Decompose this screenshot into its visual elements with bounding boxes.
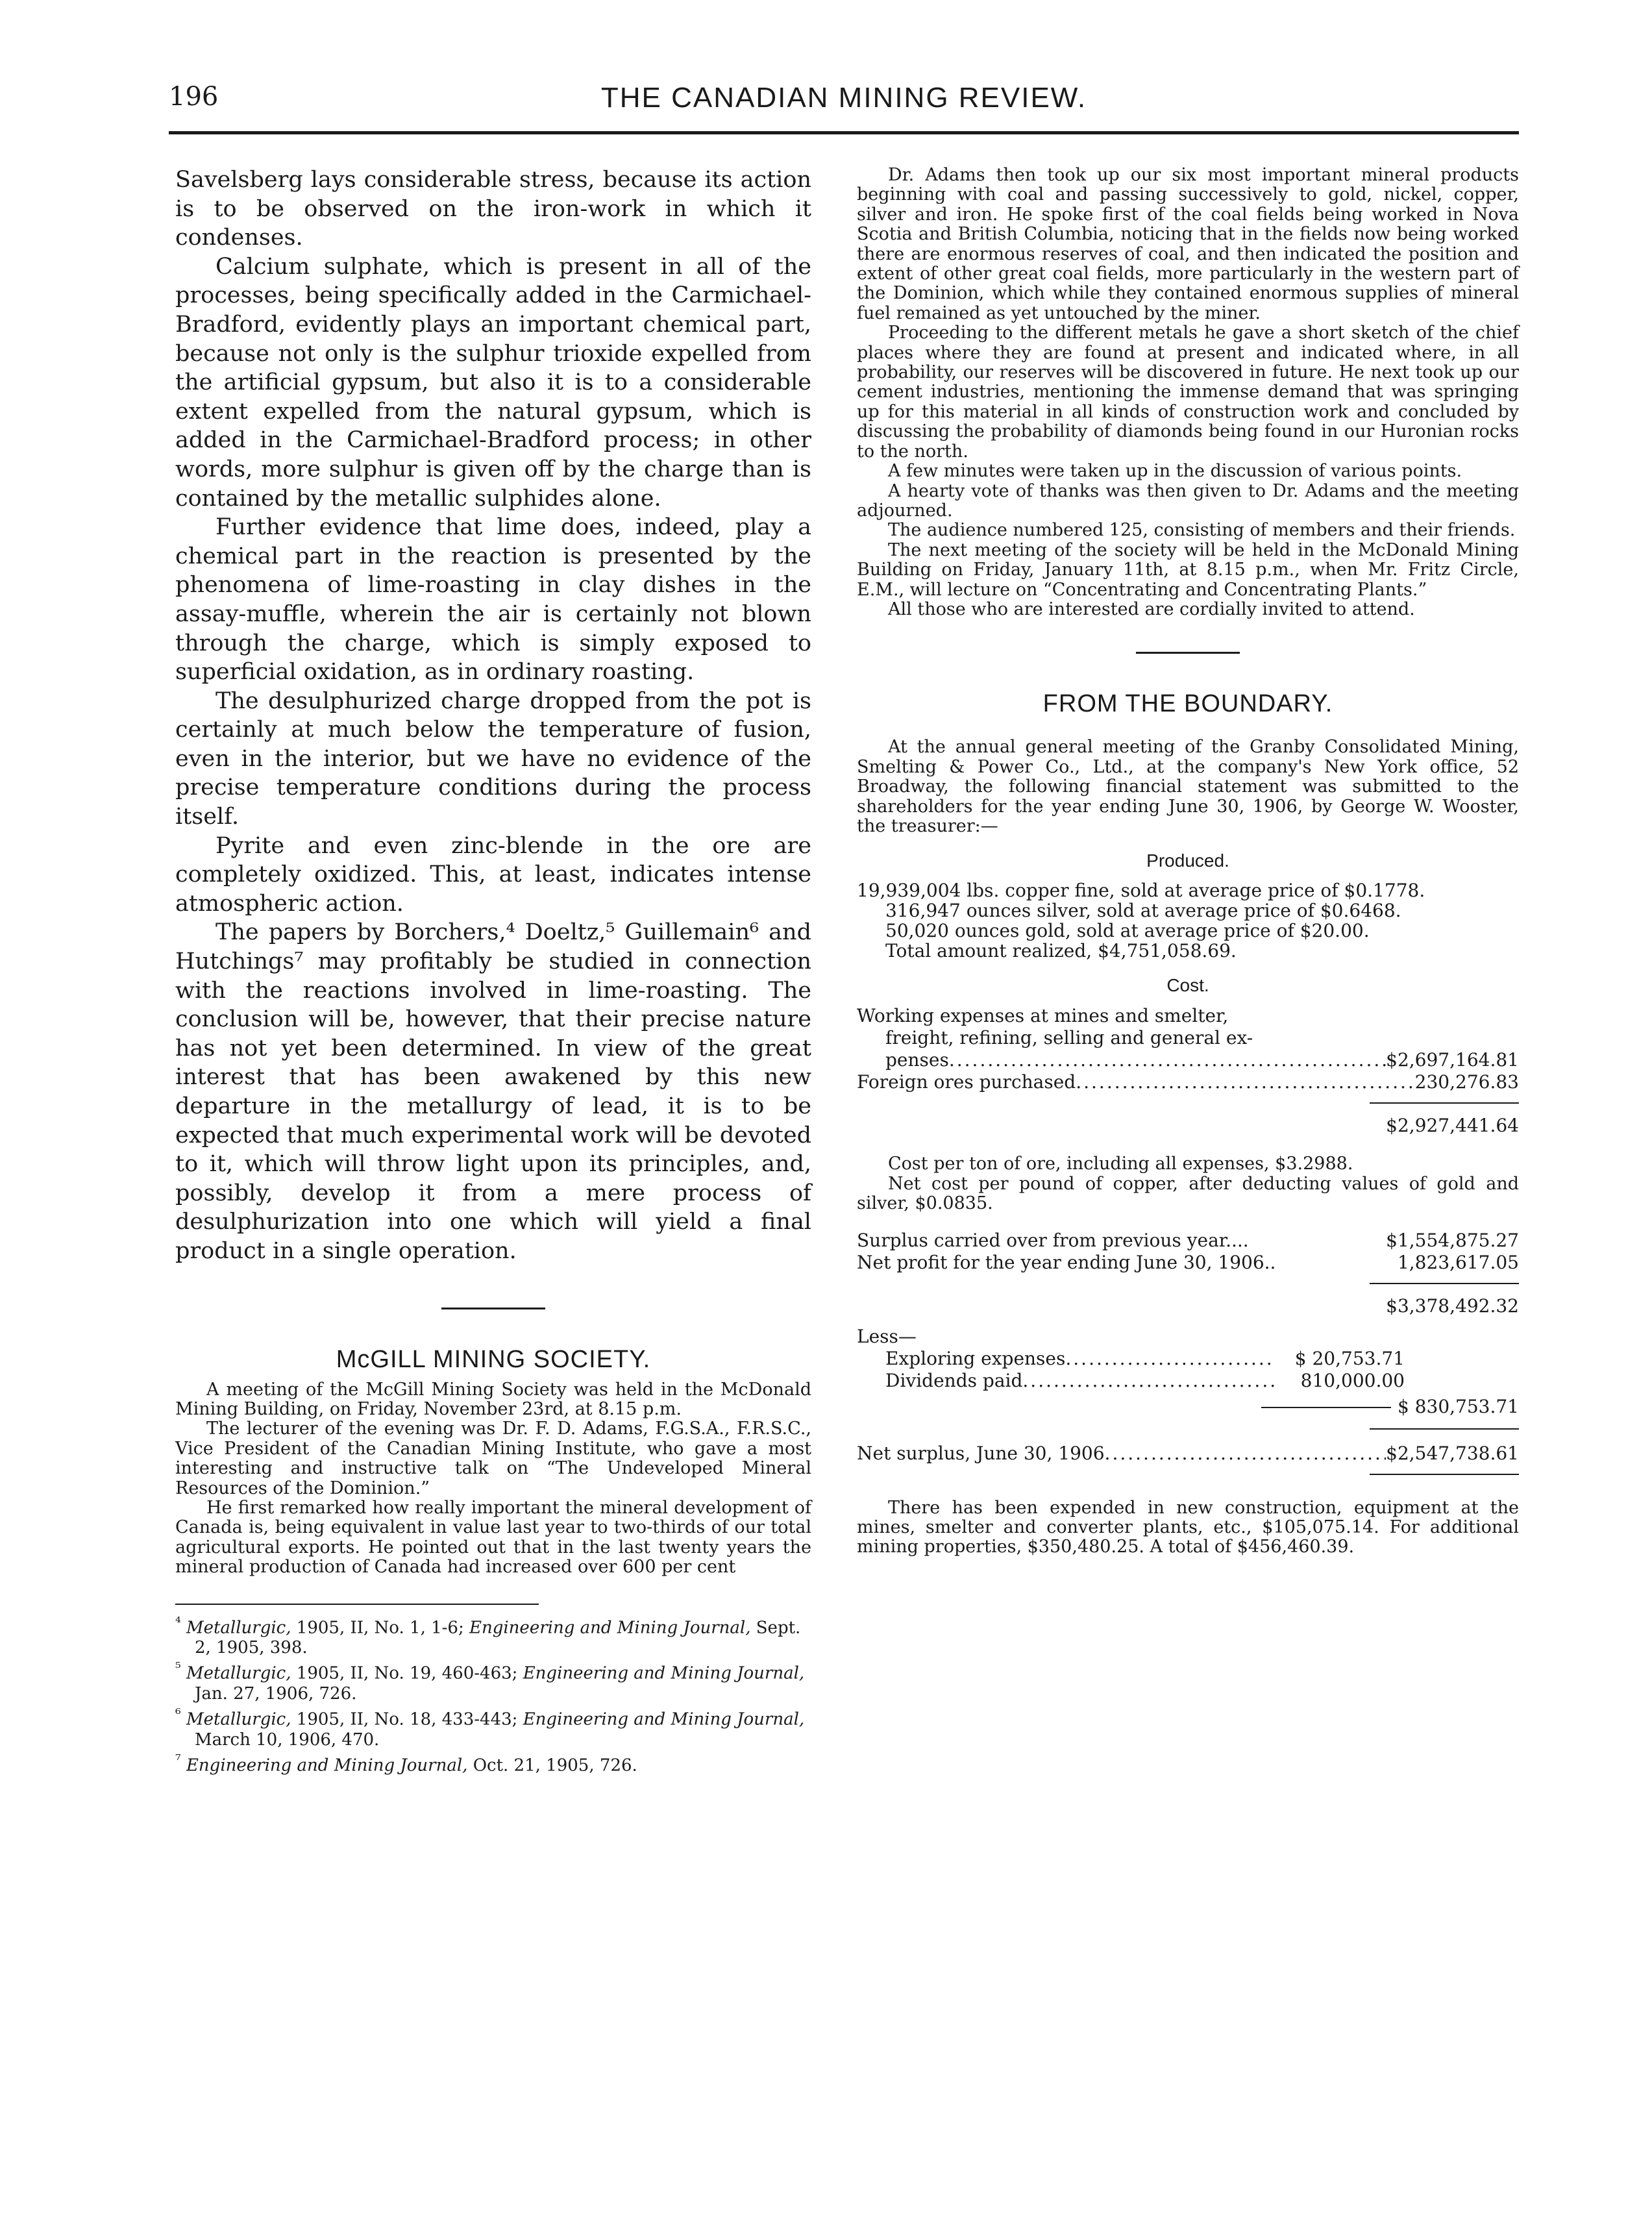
leader-dots: [1065, 1348, 1275, 1370]
footnote-source: Metallurgic,: [186, 1618, 291, 1638]
footnote-source: Engineering and Mining Journal,: [523, 1663, 805, 1683]
mcgill-article-continued: [857, 166, 1519, 619]
article-continuation: [175, 166, 811, 1266]
paragraph: Proceeding to the different metals he gave a short sketch of the chief places where they are found at present and indicated where, in all probability, our reserves will be discovered in future. He next took up our cement industries, mentioning the immense demand that was springing up for this material in all kinds of construction work and concluded by discussing the probability of diamonds being found in our Huronian rocks to the north.: [857, 323, 1519, 462]
less-line: [857, 1326, 1519, 1348]
cost-amount: $1,554,875.27: [1386, 1229, 1519, 1251]
paragraph: There has been expended in new construction, equipment at the mines, smelter and converter plants, etc., $105,075.14. For additional mining properties, $350,480.25. A total of $456,460.39.: [857, 1497, 1519, 1557]
paragraph: Net cost per pound of copper, after deducting values of gold and silver, $0.0835.: [857, 1173, 1519, 1214]
sum-rule: [1370, 1428, 1519, 1430]
cost-label: Net profit for the year ending June 30, 1906..: [857, 1251, 1276, 1273]
deductions: [885, 1348, 1405, 1392]
paragraph: Dr. Adams then took up our six most important mineral products beginning with coal and passing successively to gold, nickel, copper, silver and iron. He spoke first of the coal fields being worked in Nova Scotia and British Columbia, noticing that in the fields now being worked there are enormous reserves of coal, and then indicated the position and extent of other great coal fields, more particularly in the western part of the Dominion, which while they contained enormous supplies of mineral fuel remained as yet untouched by the miner.: [857, 165, 1519, 323]
footnote: [175, 1658, 811, 1704]
spacer: [1249, 1230, 1386, 1252]
footnote-source: Metallurgic,: [186, 1663, 291, 1683]
footnote-number: ⁴: [175, 1614, 181, 1631]
footnote-rule: [175, 1604, 539, 1605]
produced-list: [857, 880, 1519, 961]
cost-heading: Cost.: [1166, 975, 1209, 996]
net-surplus-line: [857, 1443, 1519, 1465]
net-profit-line: [857, 1252, 1519, 1274]
cost-amount: 230,276.83: [1414, 1071, 1519, 1093]
cost-line: [857, 1027, 1519, 1049]
footnote-text: 1905, II, No. 19, 460-463;: [291, 1663, 523, 1683]
footnote-text: Jan. 27, 1906, 726.: [195, 1683, 357, 1704]
footnote-number: ⁵: [175, 1660, 181, 1677]
cost-notes: [857, 1154, 1519, 1213]
footnote-text: March 10, 1906, 470.: [195, 1730, 380, 1750]
less-rule: [1261, 1407, 1391, 1408]
spacer: [857, 1396, 1261, 1418]
paragraph: The lecturer of the evening was Dr. F. D. Adams, F.G.S.A., F.R.S.C., Vice President of the Canadian Mining Institute, who gave a most interesting and instructive talk on “The Undeveloped Mineral Resources of the Dominion.”: [175, 1419, 811, 1498]
cost-amount: $2,697,164.81: [1386, 1049, 1519, 1071]
subtotal: $3,378,492.32: [1386, 1295, 1519, 1317]
cost-label: Foreign ores purchased: [857, 1071, 1076, 1093]
cost-label: Less—: [857, 1325, 917, 1347]
produced-item: 50,020 ounces gold, sold at average price of $20.00.: [885, 920, 1370, 942]
paragraph: The audience numbered 125, consisting of members and their friends.: [888, 520, 1516, 541]
paragraph: A hearty vote of thanks was then given to Dr. Adams and the meeting adjourned.: [857, 480, 1519, 521]
leader-dots: [1076, 1071, 1414, 1093]
cost-amount: $ 830,753.71: [1397, 1395, 1519, 1417]
left-column: [175, 166, 811, 1776]
cost-table: [857, 1005, 1519, 1557]
footnote-text: 1905, II, No. 1, 1-6;: [291, 1618, 469, 1638]
footnote-source: Engineering and Mining Journal,: [469, 1618, 751, 1638]
paragraph: The papers by Borchers,⁴ Doeltz,⁵ Guillemain⁶ and Hutchings⁷ may profitably be studied in connection with the reactions involved in lime-roasting. The conclusion will be, however, that their precise nature has not yet been determined. In view of the great interest that has been awakened by this new departure in the metallurgy of lead, it is to be expected that much experimental work will be devoted to it, which will throw light upon its principles, and, possibly, develop it from a mere process of desulphurization into one which will yield a final product in a single operation.: [175, 919, 811, 1264]
cost-line: [857, 1049, 1519, 1071]
paragraph: A meeting of the McGill Mining Society was held in the McDonald Mining Building, on Friday, November 23rd, at 8.15 p.m.: [175, 1379, 811, 1419]
footnote-text: Sept. 2, 1905, 398.: [195, 1618, 801, 1658]
boundary-heading: FROM THE BOUNDARY.: [1042, 690, 1333, 718]
cost-label: penses: [885, 1049, 949, 1071]
deduction-line: [885, 1348, 1405, 1370]
paragraph: Further evidence that lime does, indeed, play a chemical part in the reaction is presented by the phenomena of lime-roasting in clay dishes in the assay-muffle, wherein the air is certainly not blown through the charge, which is simply exposed to superficial oxidation, as in ordinary roasting.: [175, 514, 811, 686]
paragraph: At the annual general meeting of the Granby Consolidated Mining, Smelting & Power Co., Ltd., at the company's New York office, 52 Broadway, the following financial statement was submitted to the shareholders for the year ending June 30, 1906, by George W. Wooster, the treasurer:—: [857, 737, 1519, 836]
cost-label: freight, refining, selling and general ex-: [885, 1027, 1253, 1049]
mcgill-heading: McGILL MINING SOCIETY.: [336, 1345, 651, 1373]
footnote-source: Metallurgic,: [186, 1709, 291, 1730]
paragraph: All those who are interested are cordially invited to attend.: [888, 599, 1415, 619]
less-total-line: [857, 1396, 1519, 1418]
section-divider: [1136, 652, 1240, 654]
footnote: [175, 1704, 811, 1750]
sum-rule: [1370, 1474, 1519, 1475]
boundary-intro: [857, 738, 1519, 836]
cost-label: Exploring expenses: [885, 1347, 1066, 1369]
paragraph: Pyrite and even zinc-blende in the ore are completely oxidized. This, at least, indicates intense atmospheric action.: [175, 832, 811, 917]
paragraph: The next meeting of the society will be held in the McDonald Mining Building on Friday, January 11th, at 8.15 p.m., when Mr. Fritz Circle, E.M., will lecture on “Concentrating and Concentrating Plants.”: [857, 539, 1519, 600]
footnote: [175, 1613, 811, 1659]
section-divider: [441, 1308, 545, 1309]
spacer: [1276, 1252, 1398, 1274]
sum-rule: [1370, 1102, 1519, 1104]
cost-line: [857, 1005, 1519, 1027]
produced-heading: Produced.: [1146, 850, 1229, 871]
surplus-line: [857, 1230, 1519, 1252]
cost-label: Net surplus, June 30, 1906: [857, 1442, 1105, 1464]
footnote: [175, 1750, 811, 1776]
paragraph: Cost per ton of ore, including all expenses, $3.2988.: [888, 1154, 1353, 1174]
mcgill-article: [175, 1380, 811, 1578]
footnote-number: ⁶: [175, 1705, 181, 1722]
cost-total: $2,927,441.64: [1386, 1115, 1519, 1137]
page-header: [169, 82, 1519, 127]
closing-paragraph: [857, 1498, 1519, 1557]
cost-amount: 810,000.00: [1300, 1369, 1405, 1391]
sum-rule: [1370, 1283, 1519, 1284]
produced-item: 316,947 ounces silver, sold at average price of $0.6468.: [885, 900, 1401, 922]
cost-label: Surplus carried over from previous year....: [857, 1229, 1249, 1251]
footnote-text: Oct. 21, 1905, 726.: [467, 1755, 637, 1776]
leader-dots: [949, 1049, 1386, 1071]
paragraph: He first remarked how really important the mineral development of Canada is, being equivalent in value last year to two-thirds of our total agricultural exports. He pointed out that in the last twenty years the mineral production of Canada had increased over 600 per cent: [175, 1498, 811, 1578]
leader-dots: [1022, 1370, 1275, 1392]
produced-item: Total amount realized, $4,751,058.69.: [885, 940, 1237, 962]
surplus-table: [857, 1230, 1519, 1475]
cost-label: Dividends paid: [885, 1369, 1023, 1391]
produced-item: 19,939,004 lbs. copper fine, sold at average price of $0.1778.: [857, 880, 1425, 902]
deduction-line: [885, 1370, 1405, 1392]
cost-amount: $ 20,753.71: [1294, 1347, 1405, 1369]
footnote-source: Engineering and Mining Journal,: [186, 1755, 468, 1776]
cost-line: [857, 1071, 1519, 1093]
paragraph: Savelsberg lays considerable stress, because its action is to be observed on the iron-work in which it condenses.: [175, 167, 811, 251]
journal-title: THE CANADIAN MINING REVIEW.: [600, 82, 1087, 114]
paragraph: Calcium sulphate, which is present in all of the processes, being specifically added in the Carmichael-Bradford, evidently plays an important chemical part, because not only is the sulphur trioxide expelled from the artificial gypsum, but also it is to a considerable extent expelled from the natural gypsum, which is added in the Carmichael-Bradford process; in other words, more sulphur is given off by the charge than is contained by the metallic sulphides alone.: [175, 253, 811, 512]
footnotes: [175, 1613, 811, 1776]
footnote-source: Engineering and Mining Journal,: [523, 1709, 805, 1730]
header-rule: [169, 131, 1519, 134]
paragraph: A few minutes were taken up in the discussion of various points.: [888, 461, 1462, 482]
footnote-text: 1905, II, No. 18, 433-443;: [291, 1709, 523, 1730]
paragraph: The desulphurized charge dropped from the pot is certainly at much below the temperature of fusion, even in the interior, but we have no evidence of the precise temperature conditions during the process itself.: [175, 688, 811, 830]
right-column: [857, 166, 1519, 1557]
leader-dots: [1105, 1443, 1387, 1465]
page-number: 196: [169, 82, 219, 112]
cost-amount: $2,547,738.61: [1386, 1442, 1519, 1464]
cost-amount: 1,823,617.05: [1397, 1251, 1519, 1273]
footnote-number: ⁷: [175, 1752, 181, 1768]
cost-label: Working expenses at mines and smelter,: [857, 1005, 1229, 1027]
